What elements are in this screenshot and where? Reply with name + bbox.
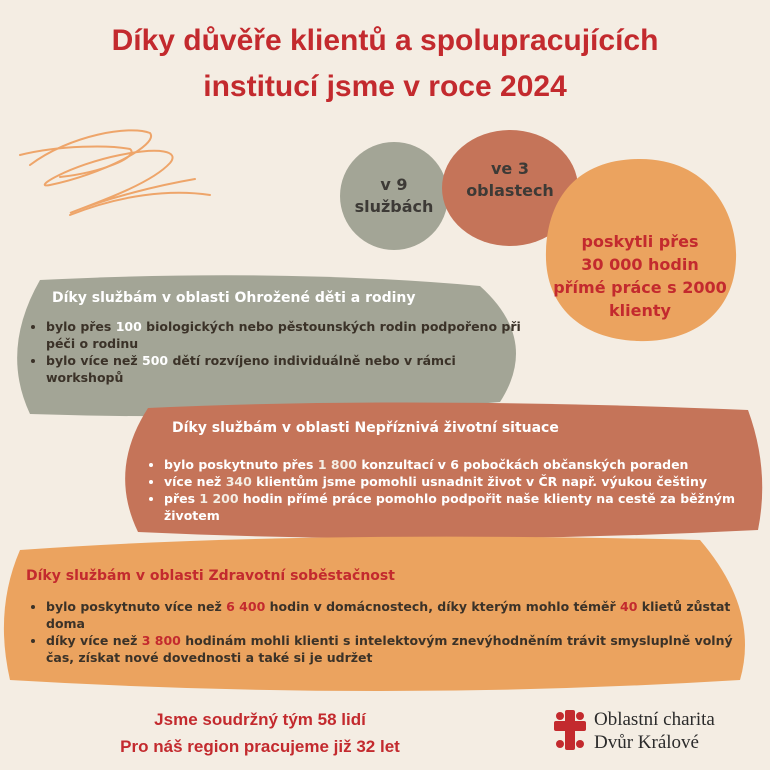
areas-line-2: oblastech — [466, 181, 554, 200]
section-health-title: Díky službám v oblasti Zdravotní soběstačnost — [26, 568, 395, 584]
hours-line-2: 30 000 hodin — [581, 255, 699, 274]
hours-line-1: poskytli přes — [581, 232, 699, 251]
bubble-services-text — [338, 174, 450, 218]
page-title — [0, 18, 770, 110]
list-item: • bylo poskytnuto více než 6 400 hodin v domácnostech, díky kterým mohlo téměř 40 klietů zůstat doma — [46, 598, 746, 632]
section-children-list — [30, 318, 526, 386]
list-item: • bylo přes 100 biologických nebo pěstounských rodin podpořeno při péči o rodinu — [46, 318, 526, 352]
charity-cross-icon — [552, 708, 588, 752]
list-item: • přes 1 200 hodin přímé práce pomohlo podpořit naše klienty na cestě za běžným životem — [164, 490, 770, 524]
areas-line-1: ve 3 — [491, 159, 529, 178]
bubble-hours-text — [550, 230, 730, 322]
bubble-areas-text — [440, 158, 580, 202]
list-item: • bylo více než 500 dětí rozvíjeno individuálně nebo v rámci workshopů — [46, 352, 526, 386]
hours-line-4: klienty — [609, 301, 671, 320]
footer-years: Pro náš region pracujeme již 32 let — [120, 737, 400, 756]
section-situation-title: Díky službám v oblasti Nepříznivá životní situace — [172, 420, 559, 436]
services-line-2: službách — [354, 197, 434, 216]
logo-line-1: Oblastní charita — [594, 709, 715, 730]
hours-line-3: přímé práce s 2000 — [553, 278, 727, 297]
footer-text — [80, 706, 440, 760]
title-line-2: institucí jsme v roce 2024 — [203, 70, 567, 103]
section-health-list — [30, 598, 746, 666]
services-line-1: v 9 — [380, 175, 408, 194]
list-item: • více než 340 klientům jsme pomohli usnadnit život v ČR např. výukou češtiny — [164, 473, 770, 490]
charity-logo-text — [594, 708, 715, 754]
footer-team: Jsme soudržný tým 58 lidí — [154, 710, 366, 729]
section-children-title: Díky službám v oblasti Ohrožené děti a rodiny — [52, 290, 416, 306]
decorative-scribble — [10, 115, 220, 235]
list-item: • bylo poskytnuto přes 1 800 konzultací v 6 pobočkách občanských poraden — [164, 456, 770, 473]
title-line-1: Díky důvěře klientů a spolupracujících — [111, 24, 659, 57]
list-item: • díky více než 3 800 hodinám mohli klienti s intelektovým znevýhodněním trávit smysluplně volný čas, získat nové dovednosti a také si je udržet — [46, 632, 746, 666]
section-situation-list — [148, 456, 770, 524]
logo-line-2: Dvůr Králové — [594, 732, 699, 753]
